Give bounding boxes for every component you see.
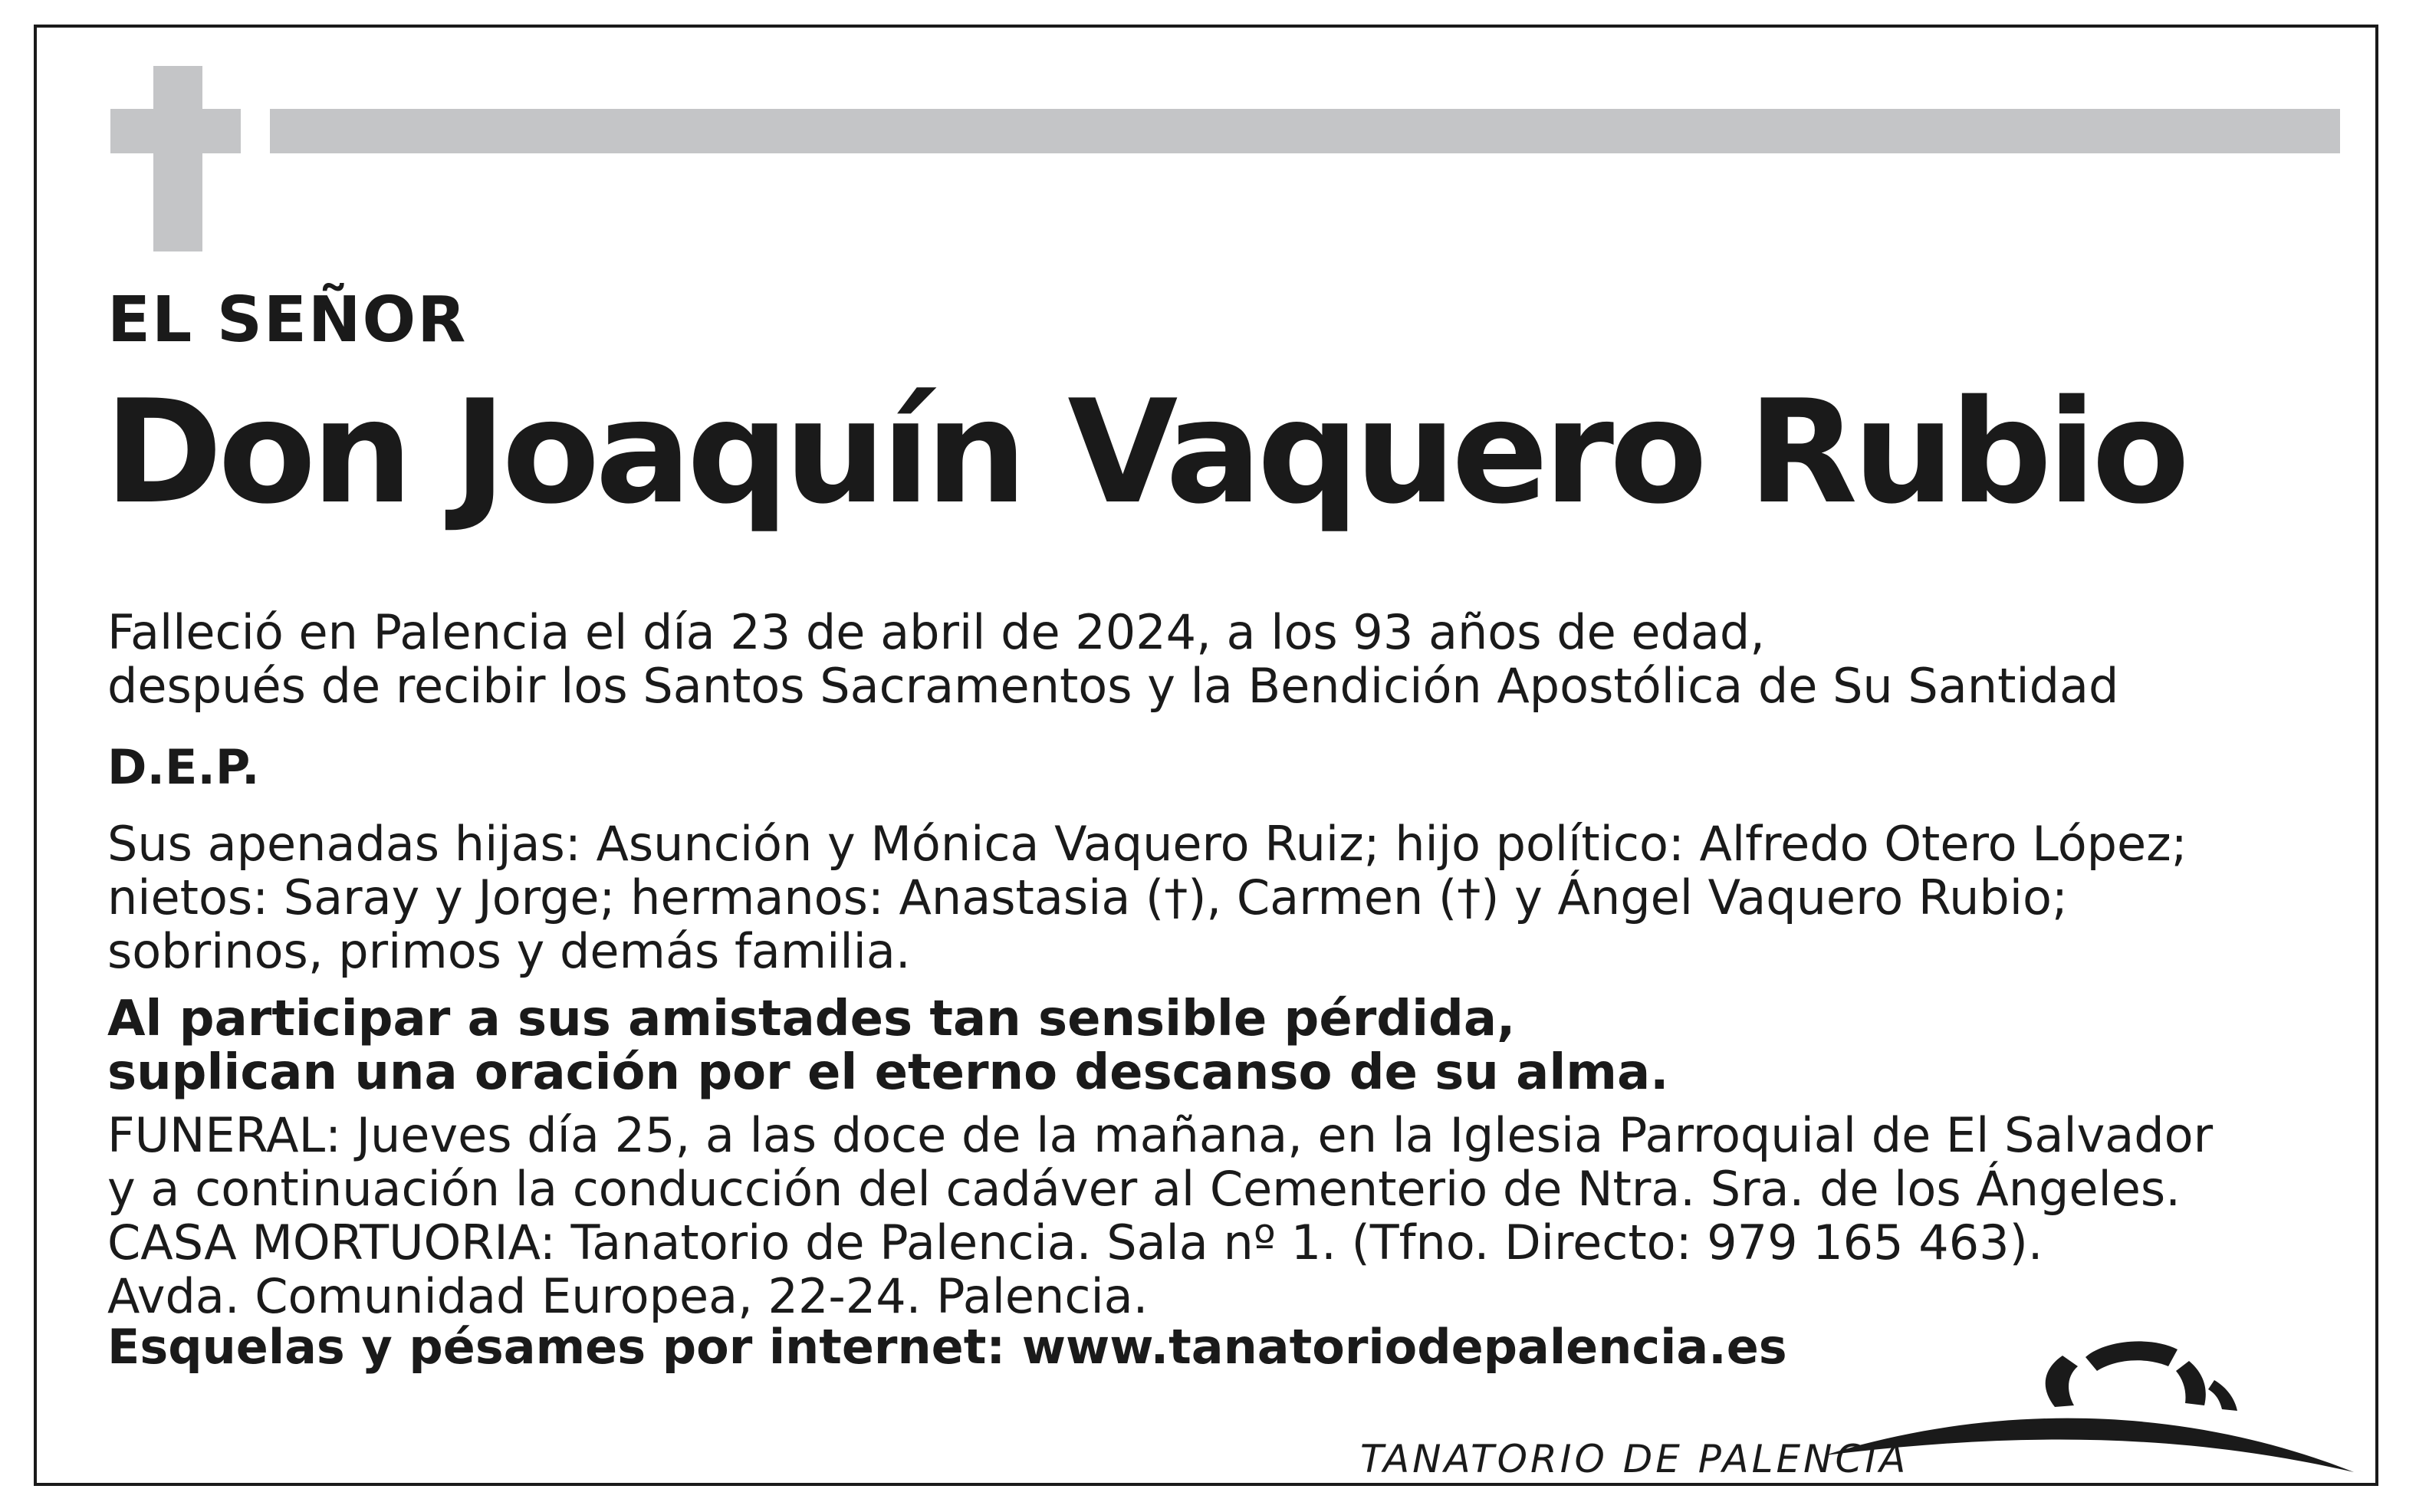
family-line: sobrinos, primos y demás familia. xyxy=(107,923,911,979)
funeral-line: Avda. Comunidad Europea, 22-24. Palencia. xyxy=(107,1268,1149,1324)
funeral-line: FUNERAL: Jueves día 25, a las doce de la mañana, en la Iglesia Parroquial de El Salvador xyxy=(107,1107,2214,1163)
cross-icon-horizontal xyxy=(110,109,241,153)
death-notice-line: después de recibir los Santos Sacramentos y la Bendición Apostólica de Su Santidad xyxy=(107,658,2119,714)
internet-link[interactable]: Esquelas y pésames por internet: www.tanatoriodepalencia.es xyxy=(107,1319,1787,1375)
honorific-title: EL SEÑOR xyxy=(107,284,468,357)
funeral-line: y a continuación la conducción del cadáver al Cementerio de Ntra. Sra. de los Ángeles. xyxy=(107,1161,2181,1217)
prayer-request-line: Al participar a sus amistades tan sensible pérdida, xyxy=(107,991,1516,1047)
prayer-request-line: suplican una oración por el eterno descanso de su alma. xyxy=(107,1044,1669,1101)
family-line: nietos: Saray y Jorge; hermanos: Anastasia (†), Carmen (†) y Ángel Vaquero Rubio; xyxy=(107,869,2068,925)
funeral-details xyxy=(107,1109,2213,1323)
family-line: Sus apenadas hijas: Asunción y Mónica Vaquero Ruiz; hijo político: Alfredo Otero López; xyxy=(107,816,2187,872)
funeral-line: CASA MORTUORIA: Tanatorio de Palencia. Sala nº 1. (Tfno. Directo: 979 165 463). xyxy=(107,1215,2043,1270)
cross-icon-vertical xyxy=(153,66,202,251)
death-notice-line: Falleció en Palencia el día 23 de abril de 2024, a los 93 años de edad, xyxy=(107,604,1765,660)
death-notice xyxy=(107,606,2118,713)
deceased-name: Don Joaquín Vaquero Rubio xyxy=(104,369,2185,535)
tanatorio-logo-text: TANATORIO DE PALENCIA xyxy=(1360,1437,1909,1481)
family-list xyxy=(107,817,2187,978)
prayer-request xyxy=(107,992,1668,1099)
header-rule xyxy=(270,109,2340,153)
rip-text: D.E.P. xyxy=(107,739,260,795)
